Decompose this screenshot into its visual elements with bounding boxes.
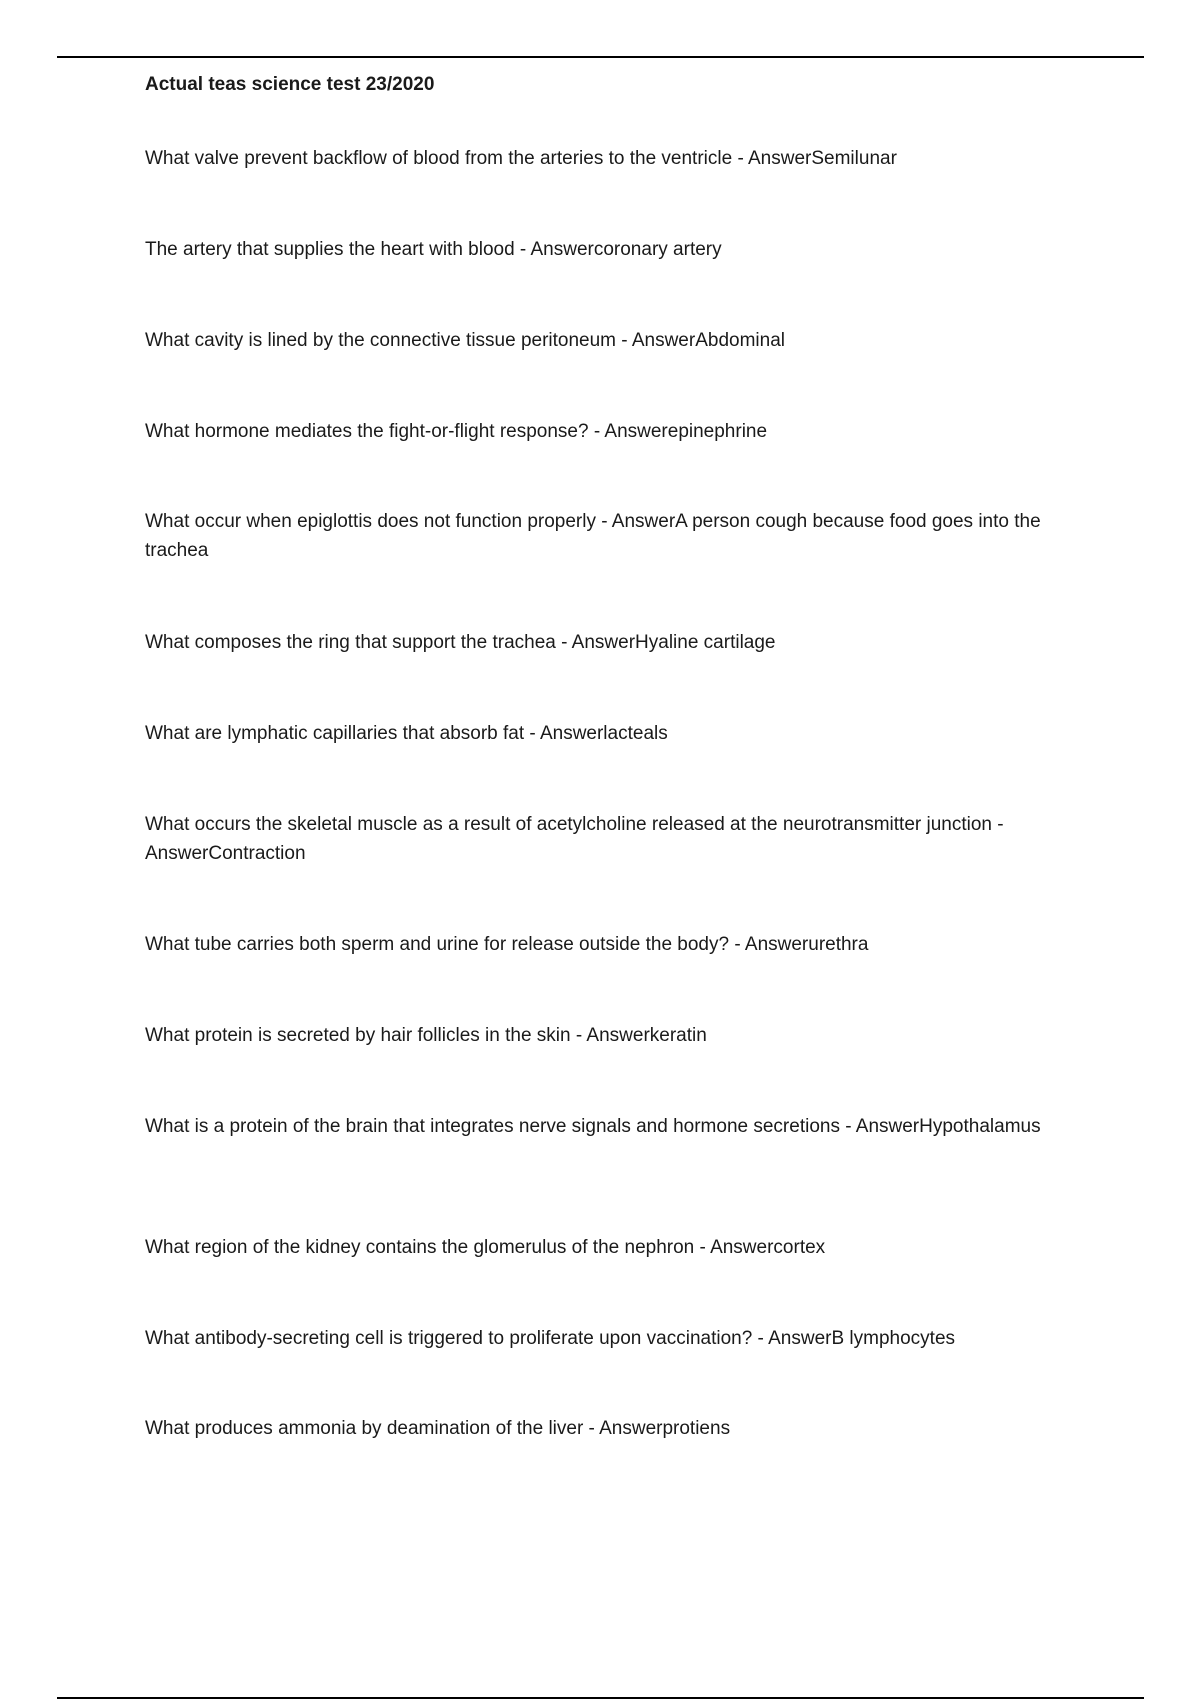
qa-item: What produces ammonia by deamination of the liver - Answerprotiens [145,1418,731,1439]
qa-item: What occurs the skeletal muscle as a result of acetylcholine released at the neurotransmitter junction - AnswerContraction [145,814,1004,864]
qa-item: What are lymphatic capillaries that absorb fat - Answerlacteals [145,723,668,744]
qa-item: What protein is secreted by hair follicles in the skin - Answerkeratin [145,1025,707,1046]
qa-item: What hormone mediates the fight-or-flight response? - Answerepinephrine [145,421,768,442]
qa-item: What cavity is lined by the connective tissue peritoneum - AnswerAbdominal [145,330,785,351]
qa-item: What valve prevent backflow of blood from the arteries to the ventricle - AnswerSemilunar [145,148,897,169]
qa-item: What composes the ring that support the trachea - AnswerHyaline cartilage [145,632,776,653]
qa-item: The artery that supplies the heart with blood - Answercoronary artery [145,239,722,260]
qa-item: What region of the kidney contains the glomerulus of the nephron - Answercortex [145,1237,826,1258]
top-divider [57,56,1144,58]
document-title: Actual teas science test 23/2020 [145,74,435,95]
qa-item: What tube carries both sperm and urine for release outside the body? - Answerurethra [145,934,869,955]
qa-item: What occur when epiglottis does not function properly - AnswerA person cough because food goes into the trachea [145,511,1041,561]
qa-item: What antibody-secreting cell is triggered to proliferate upon vaccination? - AnswerB lymphocytes [145,1328,956,1349]
bottom-divider [57,1697,1144,1699]
qa-item: What is a protein of the brain that integrates nerve signals and hormone secretions - AnswerHypothalamus [145,1116,1041,1137]
